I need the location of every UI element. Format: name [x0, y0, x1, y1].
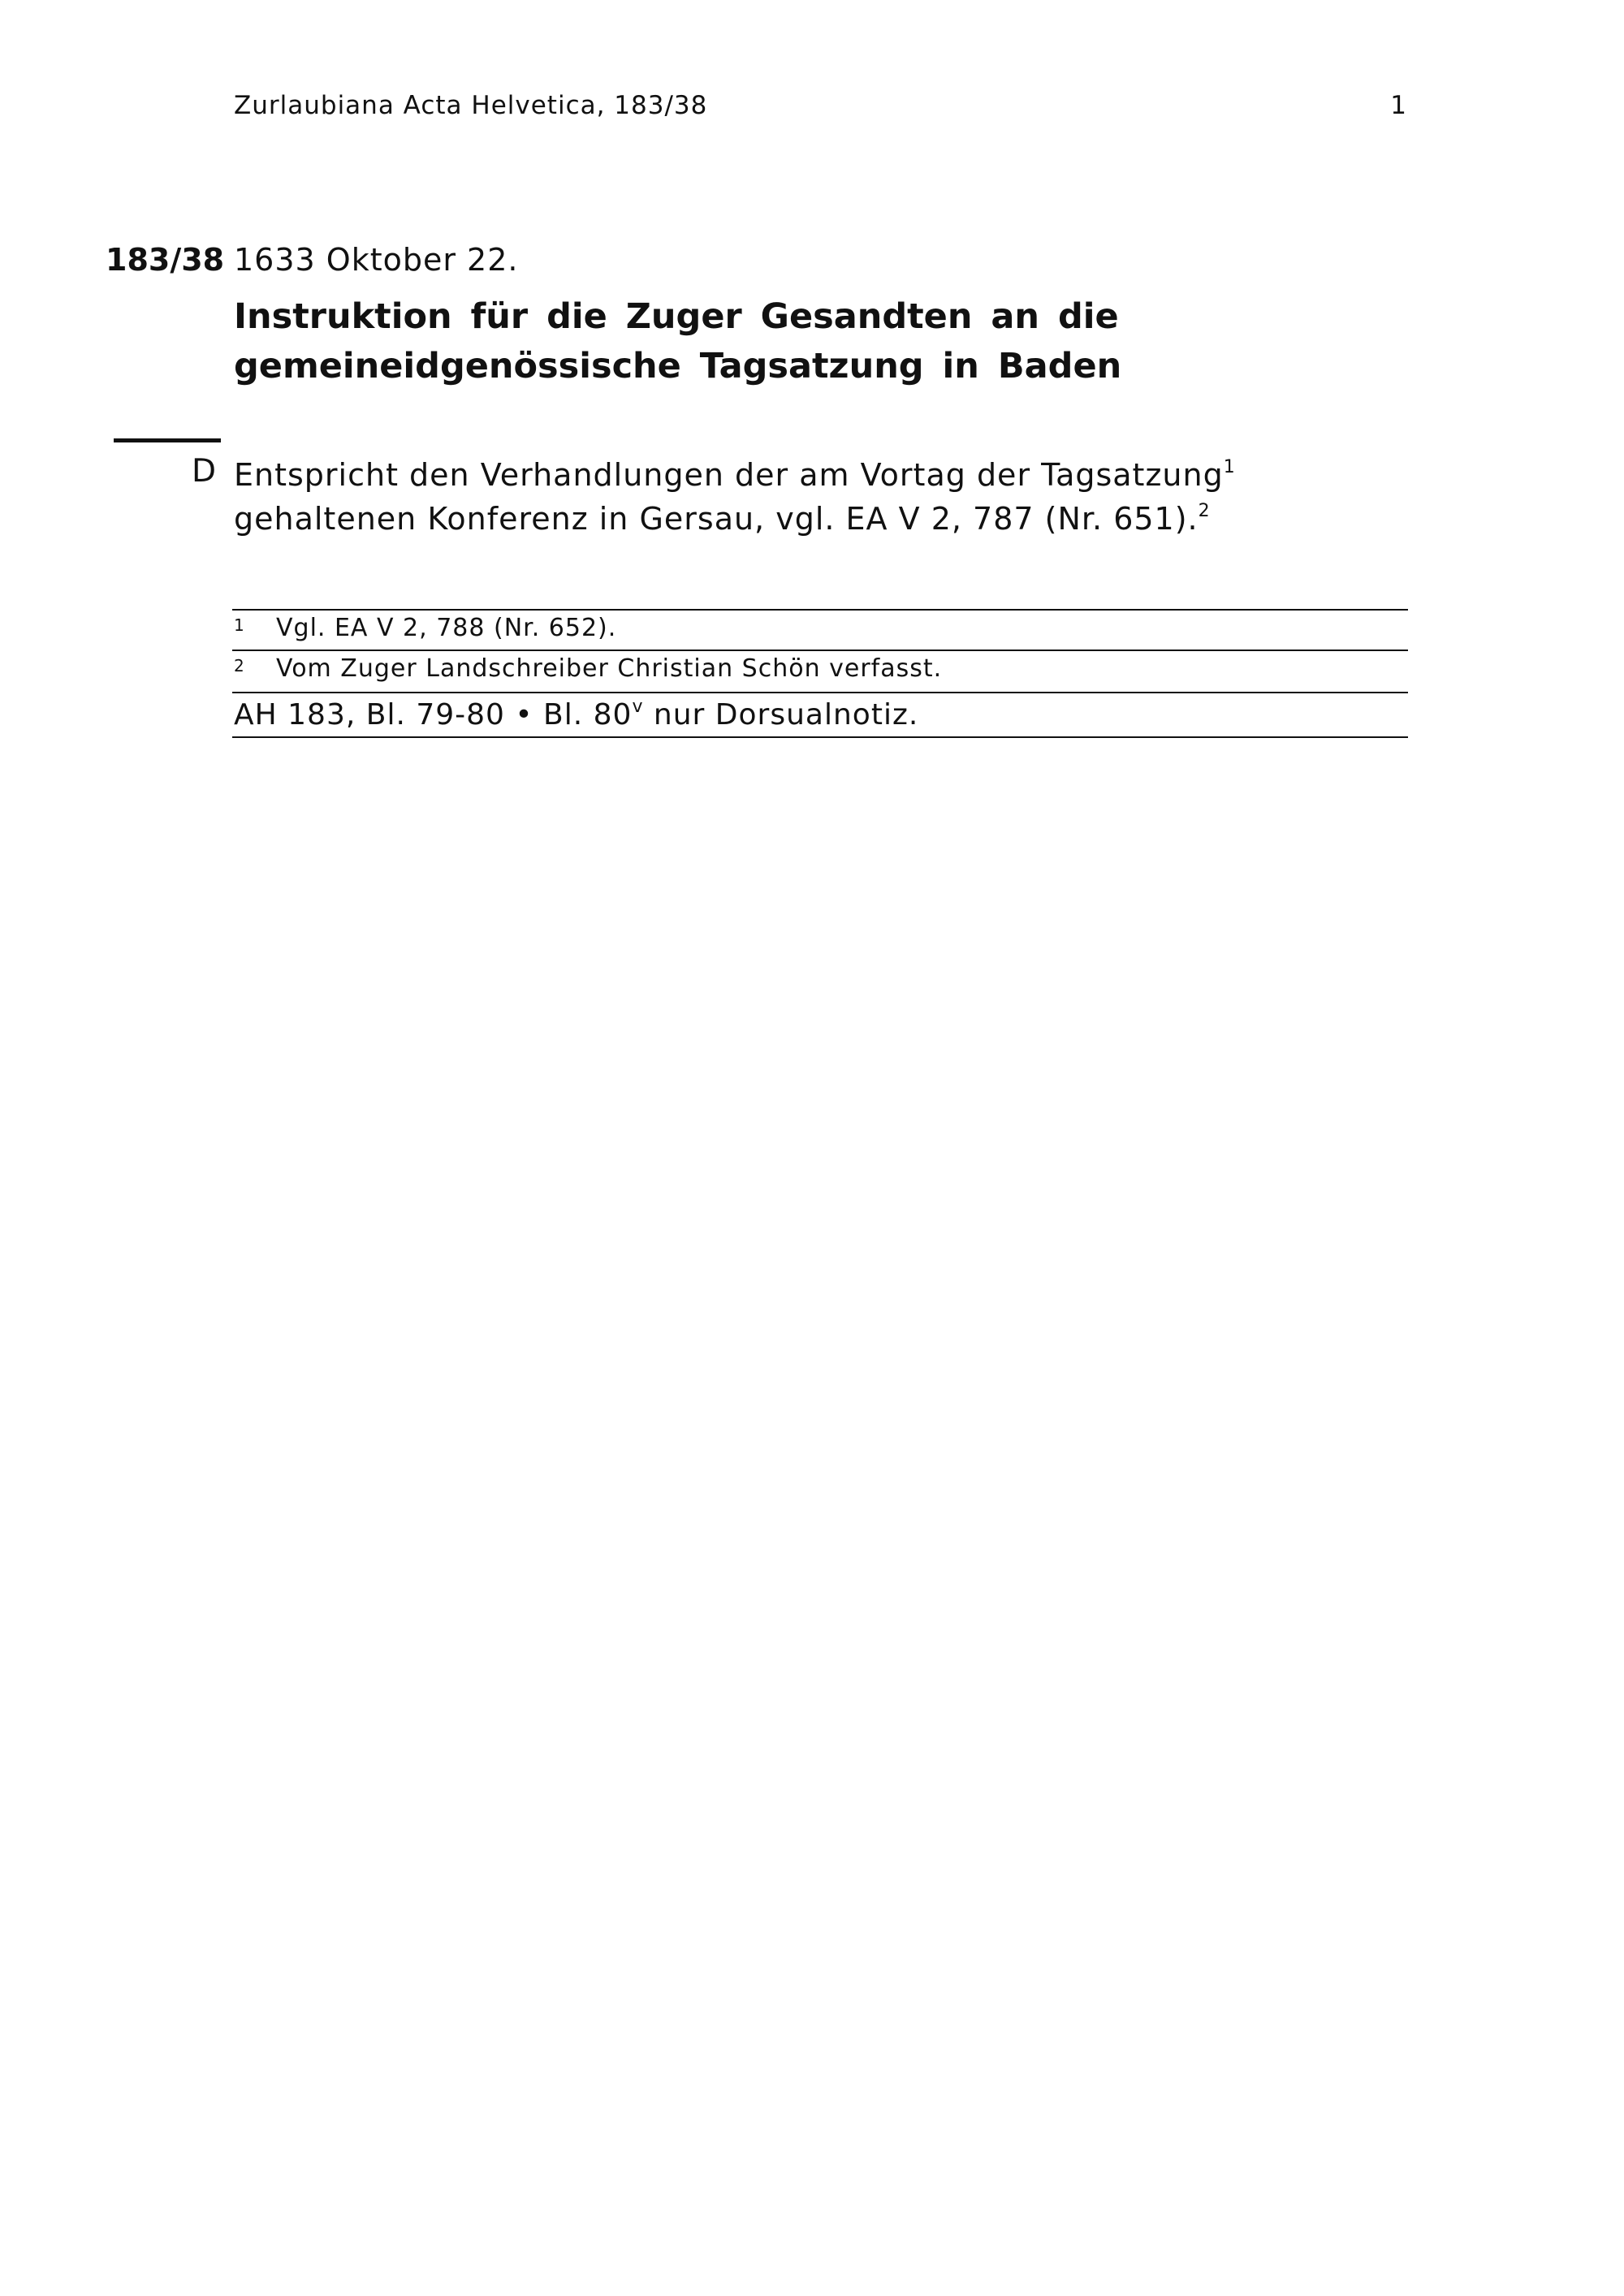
running-header: Zurlaubiana Acta Helvetica, 183/38	[234, 91, 708, 120]
document-title	[234, 292, 1371, 391]
document-number: 183/38	[106, 242, 225, 278]
footnote-ref-2[interactable]: 2	[1198, 501, 1211, 522]
section-marker: D	[192, 453, 217, 490]
footnote-ref-1[interactable]: 1	[1223, 457, 1236, 478]
page-number: 1	[1390, 91, 1406, 120]
footnotes-block	[232, 609, 1408, 738]
source-text-part-2: nur Dorsualnotiz.	[643, 698, 919, 732]
document-date: 1633 Oktober 22.	[234, 242, 519, 278]
document-title-line-1: Instruktion für die Zuger Gesandten an die	[234, 296, 1119, 337]
document-title-line-2: gemeineidgenössische Tagsatzung in Baden	[234, 346, 1122, 386]
footnote-1-text: Vgl. EA V 2, 788 (Nr. 652).	[276, 614, 617, 642]
margin-rule	[114, 438, 221, 442]
footnote-2	[232, 650, 1408, 685]
footnote-2-number: 2	[234, 656, 245, 675]
summary-paragraph	[234, 453, 1419, 541]
source-text-part-1: AH 183, Bl. 79-80 • Bl. 80	[234, 698, 633, 732]
summary-text-part-2: gehaltenen Konferenz in Gersau, vgl. EA V 2, 787 (Nr. 651).	[234, 501, 1199, 537]
footnote-2-text: Vom Zuger Landschreiber Christian Schön verfasst.	[276, 654, 943, 683]
source-line	[232, 692, 1408, 738]
source-verso-mark: v	[632, 697, 644, 717]
footnote-1	[232, 609, 1408, 645]
footnote-1-number: 1	[234, 615, 245, 635]
summary-text-part-1: Entspricht den Verhandlungen der am Vortag der Tagsatzung	[234, 457, 1224, 493]
